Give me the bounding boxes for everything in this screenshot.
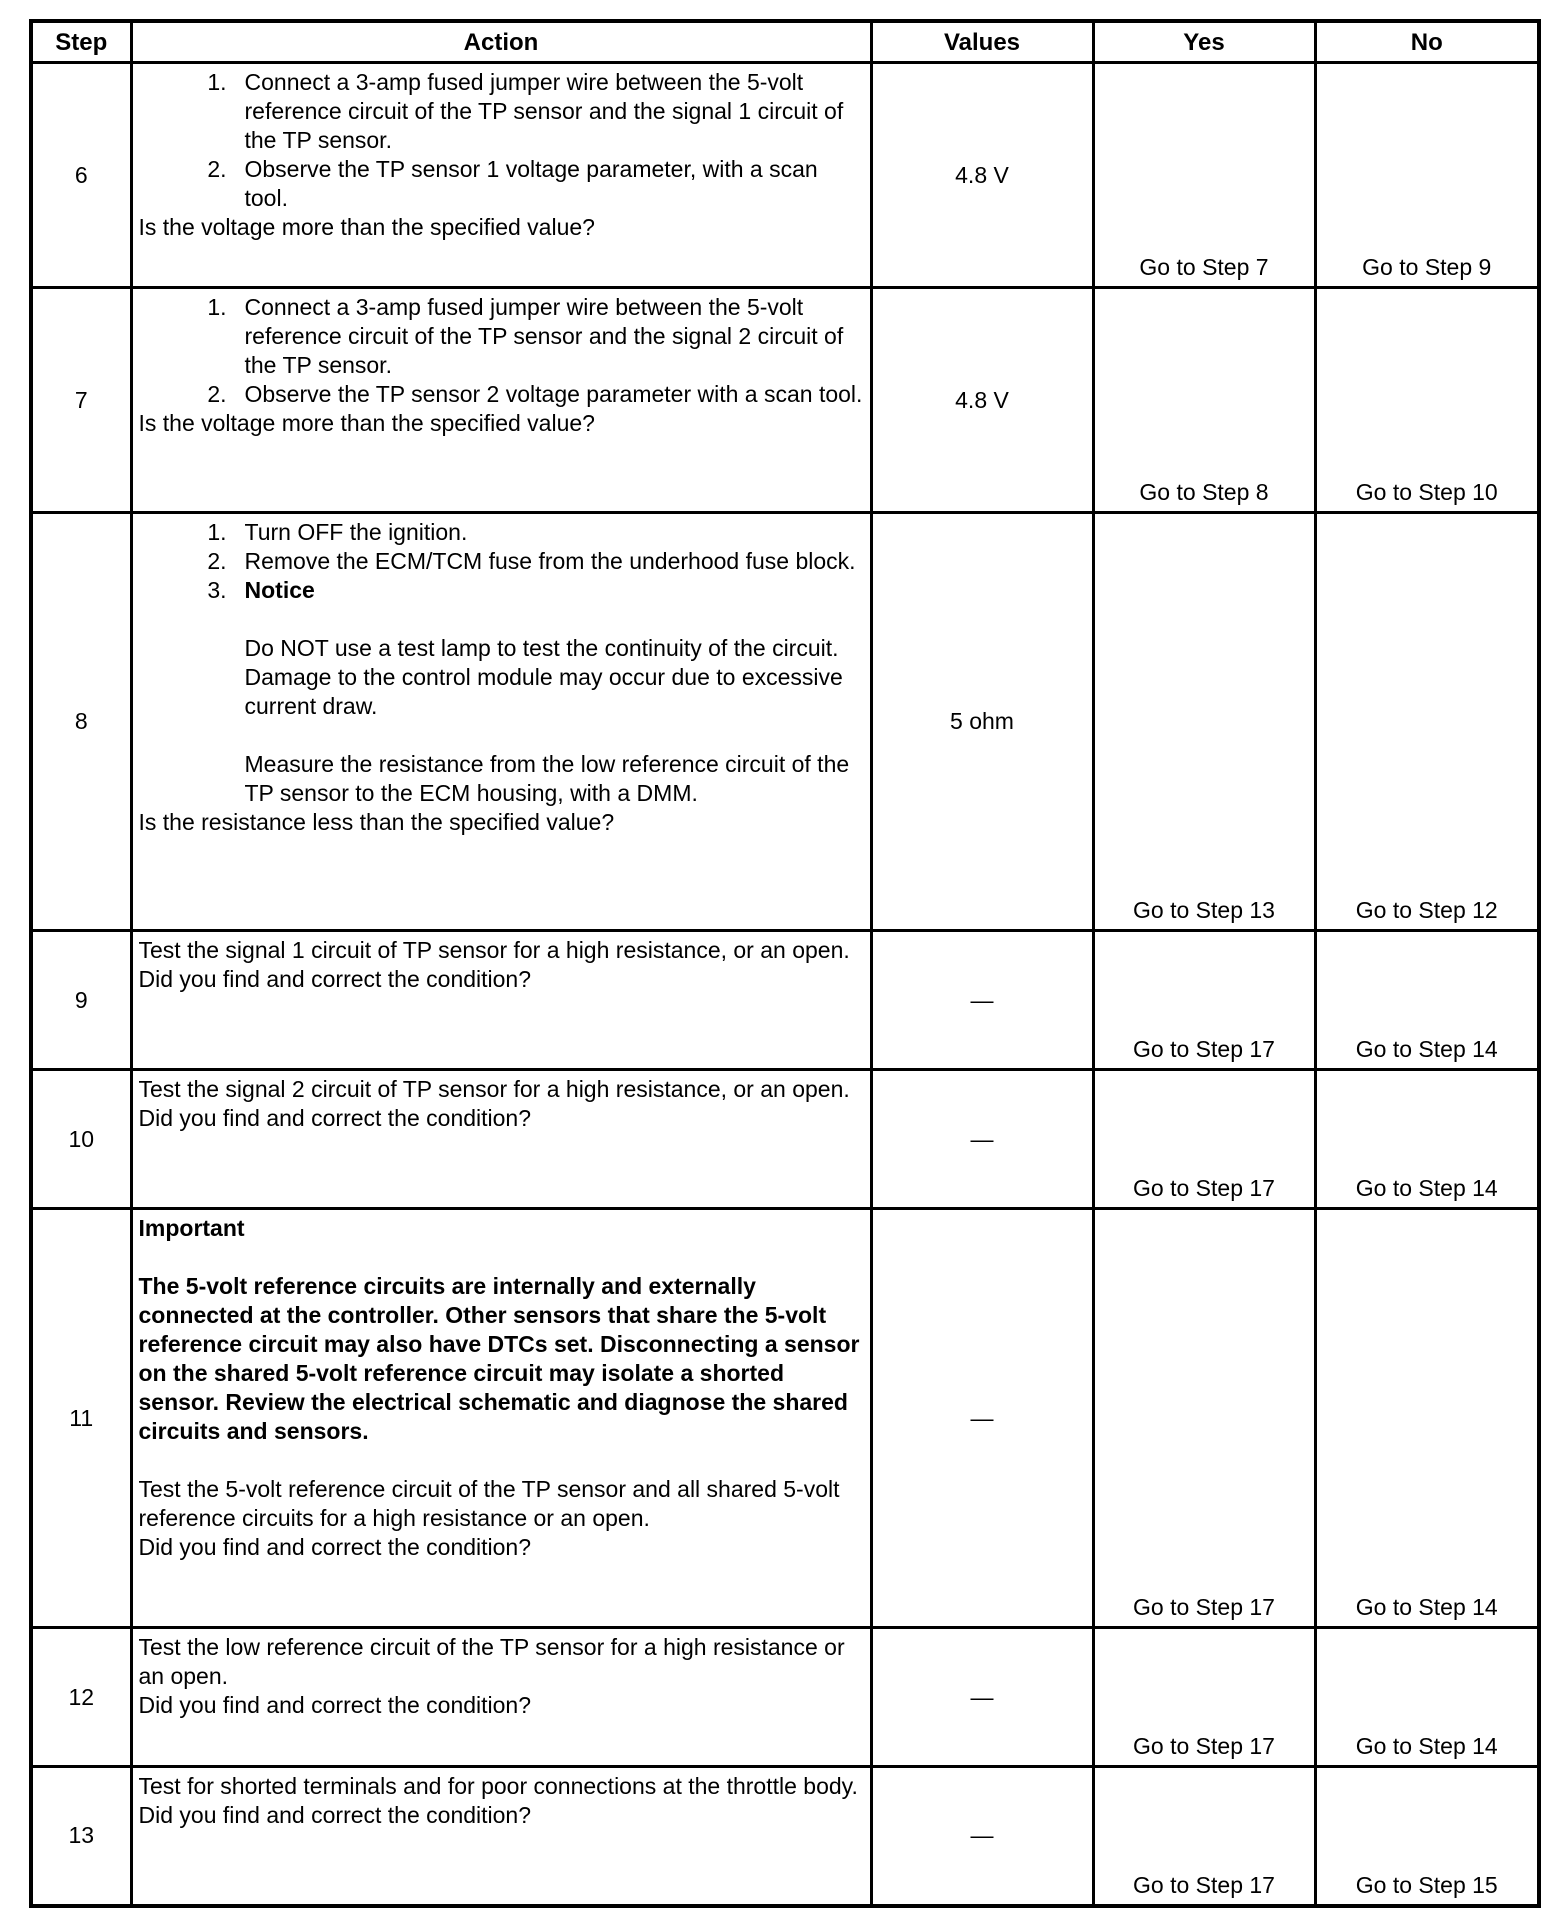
action-cell — [131, 513, 871, 931]
no-link[interactable]: Go to Step 14 — [1315, 1209, 1539, 1628]
question-text: Is the voltage more than the specified value? — [138, 410, 595, 436]
notice-text: Do NOT use a test lamp to test the continuity of the circuit. Damage to the control module may occur due to excessive current draw. — [244, 635, 843, 719]
no-link[interactable]: Go to Step 10 — [1315, 288, 1539, 513]
measure-text: Measure the resistance from the low reference circuit of the TP sensor to the ECM housing, with a DMM. — [244, 751, 850, 806]
no-link[interactable]: Go to Step 14 — [1315, 1628, 1539, 1767]
value-cell: 5 ohm — [871, 513, 1093, 931]
action-text: Test the signal 1 circuit of TP sensor for a high resistance, or an open. — [138, 937, 850, 963]
no-link[interactable]: Go to Step 14 — [1315, 931, 1539, 1070]
step-number: 6 — [31, 63, 131, 288]
yes-link[interactable]: Go to Step 17 — [1093, 1209, 1315, 1628]
action-steps — [139, 518, 864, 605]
table-row-step-12 — [31, 1628, 1539, 1767]
notice-label: Notice — [244, 577, 315, 603]
step-number: 9 — [31, 931, 131, 1070]
action-text: Test the 5-volt reference circuit of the TP sensor and all shared 5-volt reference circuits for a high resistance or an open. — [138, 1476, 840, 1531]
table-row-step-7 — [31, 288, 1539, 513]
list-item: 1. Turn OFF the ignition. — [207, 519, 468, 545]
question-text: Did you find and correct the condition? — [138, 966, 532, 992]
table-row-step-13 — [31, 1767, 1539, 1906]
action-cell — [131, 1070, 871, 1209]
table-row-step-8 — [31, 513, 1539, 931]
value-cell: 4.8 V — [871, 63, 1093, 288]
list-item: 2. Observe the TP sensor 2 voltage parameter with a scan tool. — [207, 381, 863, 407]
question-text: Did you find and correct the condition? — [138, 1534, 532, 1560]
value-cell: — — [871, 1767, 1093, 1906]
step-number: 13 — [31, 1767, 131, 1906]
table-row-step-10 — [31, 1070, 1539, 1209]
action-cell — [131, 63, 871, 288]
header-yes: Yes — [1093, 21, 1315, 63]
header-values: Values — [871, 21, 1093, 63]
yes-link[interactable]: Go to Step 17 — [1093, 1767, 1315, 1906]
step-number: 8 — [31, 513, 131, 931]
yes-link[interactable]: Go to Step 13 — [1093, 513, 1315, 931]
table-row-step-11 — [31, 1209, 1539, 1628]
table-row-step-9 — [31, 931, 1539, 1070]
action-cell — [131, 1628, 871, 1767]
no-link[interactable]: Go to Step 15 — [1315, 1767, 1539, 1906]
value-cell: — — [871, 931, 1093, 1070]
no-link[interactable]: Go to Step 9 — [1315, 63, 1539, 288]
step-number: 7 — [31, 288, 131, 513]
question-text: Is the resistance less than the specified value? — [138, 809, 615, 835]
step-number: 10 — [31, 1070, 131, 1209]
yes-link[interactable]: Go to Step 17 — [1093, 1628, 1315, 1767]
list-item: 1. Connect a 3-amp fused jumper wire between the 5-volt reference circuit of the TP sensor and the signal 2 circuit of the TP sensor. — [207, 294, 844, 378]
yes-link[interactable]: Go to Step 8 — [1093, 288, 1315, 513]
yes-link[interactable]: Go to Step 7 — [1093, 63, 1315, 288]
list-item: 2. Observe the TP sensor 1 voltage parameter, with a scan tool. — [207, 156, 818, 211]
action-cell — [131, 1767, 871, 1906]
list-item: 1. Connect a 3-amp fused jumper wire between the 5-volt reference circuit of the TP sensor and the signal 1 circuit of the TP sensor. — [207, 69, 844, 153]
diagnostic-table — [29, 19, 1541, 1908]
no-link[interactable]: Go to Step 12 — [1315, 513, 1539, 931]
value-cell: 4.8 V — [871, 288, 1093, 513]
value-cell: — — [871, 1628, 1093, 1767]
question-text: Is the voltage more than the specified value? — [138, 214, 595, 240]
action-text: Test the low reference circuit of the TP sensor for a high resistance or an open. — [138, 1634, 845, 1689]
list-item: 3. Notice — [139, 576, 864, 605]
header-no: No — [1315, 21, 1539, 63]
no-link[interactable]: Go to Step 14 — [1315, 1070, 1539, 1209]
value-cell: — — [871, 1209, 1093, 1628]
yes-link[interactable]: Go to Step 17 — [1093, 1070, 1315, 1209]
diagnostic-table-wrapper — [29, 19, 1541, 1908]
yes-link[interactable]: Go to Step 17 — [1093, 931, 1315, 1070]
step-number: 11 — [31, 1209, 131, 1628]
list-item: 2. Remove the ECM/TCM fuse from the underhood fuse block. — [207, 548, 856, 574]
action-steps — [139, 293, 864, 409]
important-text: The 5-volt reference circuits are internally and externally connected at the controller. Other sensors that share the 5-volt reference circuit may also have DTCs set. Disconnecting a sensor on the shared 5-volt reference circuit may isolate a shorted sensor. Review the electrical schematic and diagnose the shared circuits and sensors. — [138, 1273, 860, 1444]
step-number: 12 — [31, 1628, 131, 1767]
action-cell — [131, 931, 871, 1070]
question-text: Did you find and correct the condition? — [138, 1105, 532, 1131]
action-text: Test the signal 2 circuit of TP sensor for a high resistance, or an open. — [138, 1076, 850, 1102]
table-row-step-6 — [31, 63, 1539, 288]
action-text: Test for shorted terminals and for poor connections at the throttle body. — [138, 1773, 858, 1799]
action-cell — [131, 1209, 871, 1628]
action-cell — [131, 288, 871, 513]
header-row — [31, 21, 1539, 63]
important-label: Important — [138, 1215, 245, 1241]
header-action: Action — [131, 21, 871, 63]
action-steps — [139, 68, 864, 213]
question-text: Did you find and correct the condition? — [138, 1692, 532, 1718]
value-cell: — — [871, 1070, 1093, 1209]
question-text: Did you find and correct the condition? — [138, 1802, 532, 1828]
header-step: Step — [31, 21, 131, 63]
